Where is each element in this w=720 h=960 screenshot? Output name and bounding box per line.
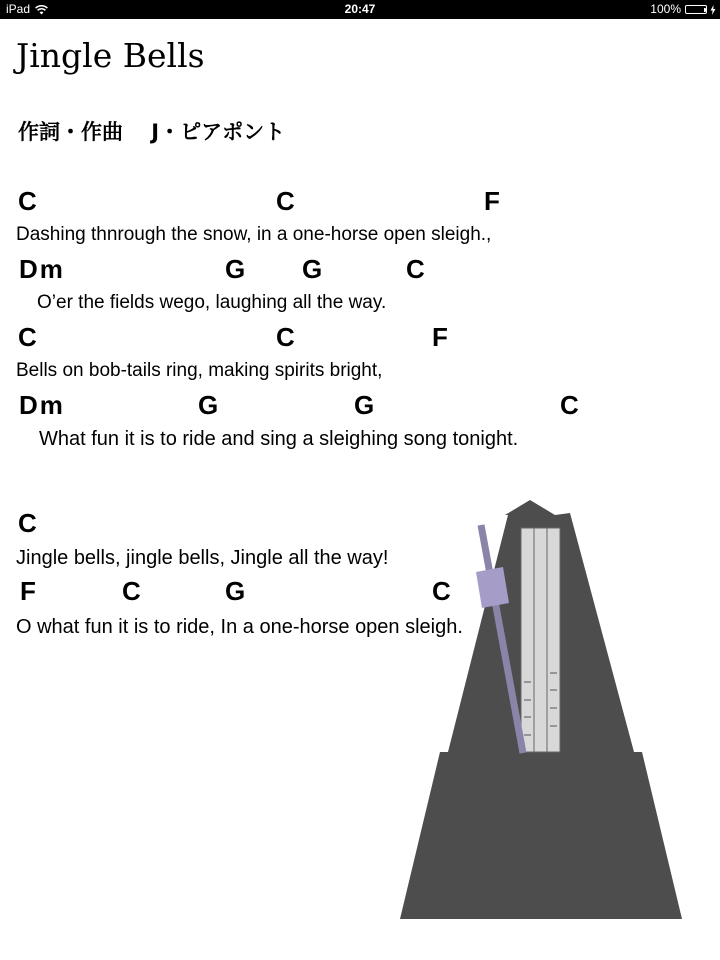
battery-percent: 100% <box>650 2 681 16</box>
lyric-line: O’er the fields wego, laughing all the way. <box>37 292 387 313</box>
lyric-line: Jingle bells, jingle bells, Jingle all the way! <box>16 547 389 569</box>
lyric-line: Dashing thnrough the snow, in a one-horse open sleigh., <box>16 224 492 245</box>
chord: C <box>276 322 295 352</box>
chord: G <box>198 390 219 420</box>
song-credit: 作詞・作曲 J・ピアポント <box>18 120 286 144</box>
charging-icon <box>710 5 716 15</box>
chord: F <box>432 322 448 352</box>
chord: C <box>432 576 451 606</box>
chord: C <box>18 508 37 538</box>
lyric-line: What fun it is to ride and sing a sleighing song tonight. <box>39 428 519 450</box>
status-time: 20:47 <box>344 2 376 16</box>
lyric-line: Bells on bob-tails ring, making spirits bright, <box>16 360 383 381</box>
metronome-icon[interactable] <box>390 495 690 925</box>
chord: C <box>560 390 579 420</box>
device-label: iPad <box>6 2 31 16</box>
status-right <box>650 0 716 19</box>
song-title: Jingle Bells <box>16 36 205 75</box>
chord: C <box>122 576 141 606</box>
metronome-scale <box>521 528 560 752</box>
chord: F <box>20 576 36 606</box>
chord: G <box>302 254 323 284</box>
chord: C <box>18 322 37 352</box>
battery-icon <box>685 5 706 14</box>
lyric-line: O what fun it is to ride, In a one-horse open sleigh. <box>16 616 463 638</box>
chord: C <box>18 186 37 216</box>
chord: Dm <box>19 390 65 420</box>
chord: F <box>484 186 500 216</box>
chord: Dm <box>19 254 65 284</box>
chord: C <box>406 254 425 284</box>
status-bar <box>0 0 720 19</box>
chord: G <box>225 576 246 606</box>
chord: C <box>276 186 295 216</box>
chord: G <box>354 390 375 420</box>
chord: G <box>225 254 246 284</box>
